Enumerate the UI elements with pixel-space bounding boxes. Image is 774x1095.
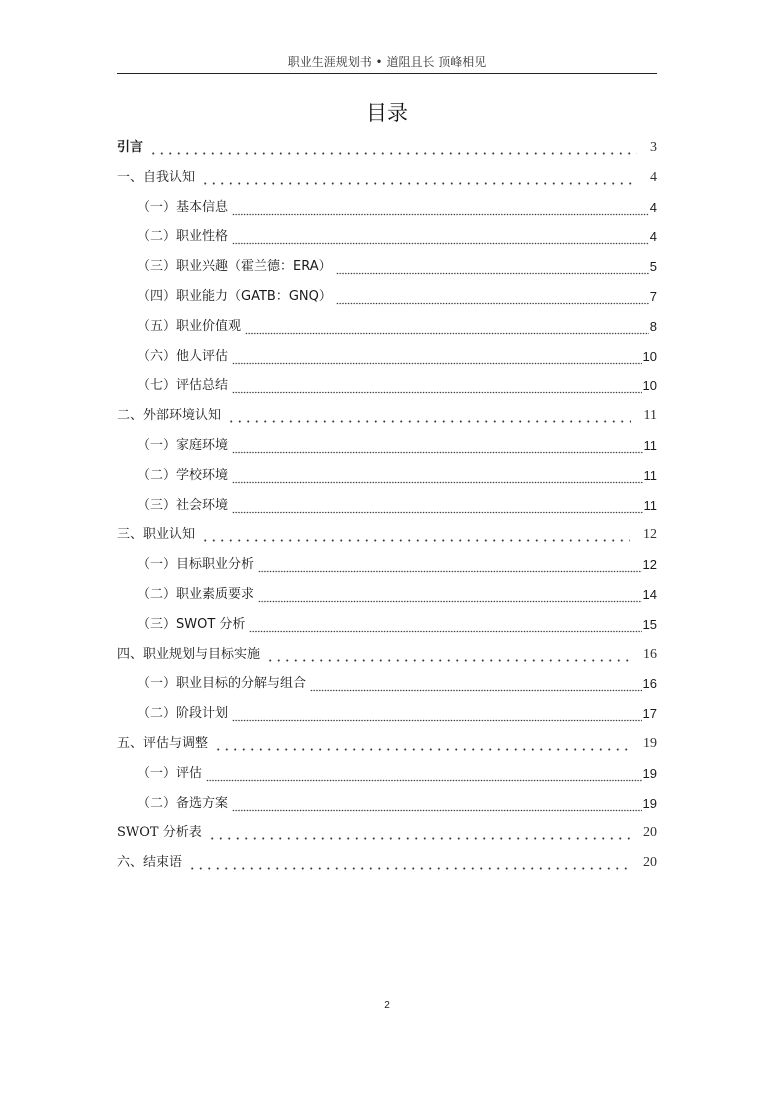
toc-entry-label: 二、外部环境认知 xyxy=(117,408,222,424)
toc-entry-label: （四）职业能力（GATB：GNQ） xyxy=(137,288,332,304)
toc-entry-label: 六、结束语 xyxy=(117,855,183,871)
page-number: 2 xyxy=(384,1000,390,1011)
toc-section-entry xyxy=(117,312,657,342)
running-header: 职业生涯规划书 • 道阻且长 顶峰相见 xyxy=(287,55,487,69)
toc-entry-label: （一）基本信息 xyxy=(137,199,229,215)
toc-dot-leader xyxy=(232,699,642,729)
toc-section-entry xyxy=(117,461,657,491)
toc-entry-page-number: 12 xyxy=(642,557,657,573)
toc-dot-leader xyxy=(199,520,630,550)
toc-entry-page-number: 17 xyxy=(642,706,657,722)
toc-entry-page-number: 16 xyxy=(642,676,657,692)
toc-entry-page-number: 10 xyxy=(642,348,657,364)
toc-dot-leader xyxy=(212,729,630,759)
toc-dot-leader xyxy=(336,282,649,312)
toc-entry-page-number: 15 xyxy=(642,616,657,632)
toc-dot-leader xyxy=(225,401,631,431)
toc-entry-page-number: 11 xyxy=(643,467,657,483)
toc-entry-label: （二）职业性格 xyxy=(137,229,229,245)
toc-entry-page-number: 20 xyxy=(643,825,657,841)
toc-entry-page-number: 3 xyxy=(650,140,657,155)
toc-dot-leader xyxy=(258,550,642,580)
toc-entry-page-number: 8 xyxy=(649,318,657,334)
toc-chapter-entry xyxy=(117,401,657,431)
toc-section-entry xyxy=(117,342,657,372)
toc-entry-label: 一、自我认知 xyxy=(117,169,196,185)
toc-dot-leader xyxy=(232,371,642,401)
toc-section-entry xyxy=(117,222,657,252)
toc-entry-label: （三）社会环境 xyxy=(137,497,229,513)
toc-entry-page-number: 20 xyxy=(643,855,657,871)
toc-dot-leader xyxy=(245,312,649,342)
toc-section-entry xyxy=(117,252,657,282)
header-divider xyxy=(117,73,657,74)
toc-dot-leader xyxy=(232,193,649,223)
toc-entry-label: （七）评估总结 xyxy=(137,378,229,394)
toc-entry-page-number: 19 xyxy=(642,795,657,811)
toc-entry-label: （一）家庭环境 xyxy=(137,437,229,453)
toc-entry-page-number: 12 xyxy=(643,527,657,543)
toc-chapter-entry xyxy=(117,729,657,759)
toc-dot-leader xyxy=(232,491,642,521)
toc-entry-page-number: 19 xyxy=(642,765,657,781)
toc-section-entry xyxy=(117,610,657,640)
toc-entry-page-number: 11 xyxy=(643,408,657,424)
toc-entry-page-number: 14 xyxy=(642,586,657,602)
toc-dot-leader xyxy=(232,789,642,819)
toc-section-entry xyxy=(117,550,657,580)
toc-dot-leader xyxy=(186,848,630,878)
toc-entry-page-number: 4 xyxy=(650,169,657,185)
toc-dot-leader xyxy=(206,759,642,789)
toc-dot-leader xyxy=(232,342,642,372)
toc-entry-label: 三、职业认知 xyxy=(117,527,196,543)
toc-entry-label: （二）学校环境 xyxy=(137,467,229,483)
toc-entry-label: SWOT 分析表 xyxy=(117,825,202,841)
toc-section-entry xyxy=(117,669,657,699)
toc-entry-label: （二）阶段计划 xyxy=(137,706,229,722)
table-of-contents xyxy=(117,133,657,878)
toc-dot-leader xyxy=(264,640,630,670)
toc-entry-page-number: 11 xyxy=(643,497,657,513)
toc-chapter-entry xyxy=(117,163,657,193)
toc-section-entry xyxy=(117,759,657,789)
toc-chapter-entry xyxy=(117,640,657,670)
toc-entry-label: （三）职业兴趣（霍兰德：ERA） xyxy=(137,259,332,275)
toc-section-entry xyxy=(117,580,657,610)
toc-entry-label: （一）目标职业分析 xyxy=(137,557,255,573)
toc-dot-leader xyxy=(232,461,642,491)
toc-entry-label: 五、评估与调整 xyxy=(117,735,209,751)
toc-dot-leader xyxy=(249,610,641,640)
toc-entry-label: （二）备选方案 xyxy=(137,795,229,811)
toc-section-entry xyxy=(117,491,657,521)
toc-entry-label: 引言 xyxy=(117,140,144,155)
toc-entry-label: 四、职业规划与目标实施 xyxy=(117,646,261,662)
toc-section-entry xyxy=(117,371,657,401)
toc-entry-page-number: 4 xyxy=(649,199,657,215)
toc-dot-leader xyxy=(336,252,649,282)
toc-chapter-entry xyxy=(117,848,657,878)
toc-entry-label: （六）他人评估 xyxy=(137,348,229,364)
toc-dot-leader xyxy=(232,431,642,461)
toc-entry-label: （一）职业目标的分解与组合 xyxy=(137,676,307,692)
toc-entry-page-number: 16 xyxy=(643,646,657,662)
toc-section-entry xyxy=(117,431,657,461)
toc-dot-leader xyxy=(206,818,630,848)
toc-entry-page-number: 4 xyxy=(649,229,657,245)
toc-entry-page-number: 5 xyxy=(649,259,657,275)
toc-title: 目录 xyxy=(366,101,408,125)
toc-chapter-entry xyxy=(117,133,657,163)
toc-entry-label: （二）职业素质要求 xyxy=(137,586,255,602)
toc-entry-label: （三）SWOT 分析 xyxy=(137,616,246,632)
toc-dot-leader xyxy=(232,222,649,252)
toc-entry-page-number: 19 xyxy=(643,735,657,751)
toc-dot-leader xyxy=(199,163,637,193)
toc-entry-page-number: 7 xyxy=(649,288,657,304)
toc-entry-page-number: 10 xyxy=(642,378,657,394)
toc-chapter-entry xyxy=(117,818,657,848)
toc-section-entry xyxy=(117,699,657,729)
toc-dot-leader xyxy=(258,580,642,610)
toc-chapter-entry xyxy=(117,520,657,550)
toc-section-entry xyxy=(117,789,657,819)
toc-section-entry xyxy=(117,282,657,312)
toc-entry-label: （一）评估 xyxy=(137,765,203,781)
toc-entry-label: （五）职业价值观 xyxy=(137,318,242,334)
toc-dot-leader xyxy=(310,669,642,699)
toc-section-entry xyxy=(117,193,657,223)
toc-dot-leader xyxy=(147,133,637,163)
toc-entry-page-number: 11 xyxy=(643,437,657,453)
